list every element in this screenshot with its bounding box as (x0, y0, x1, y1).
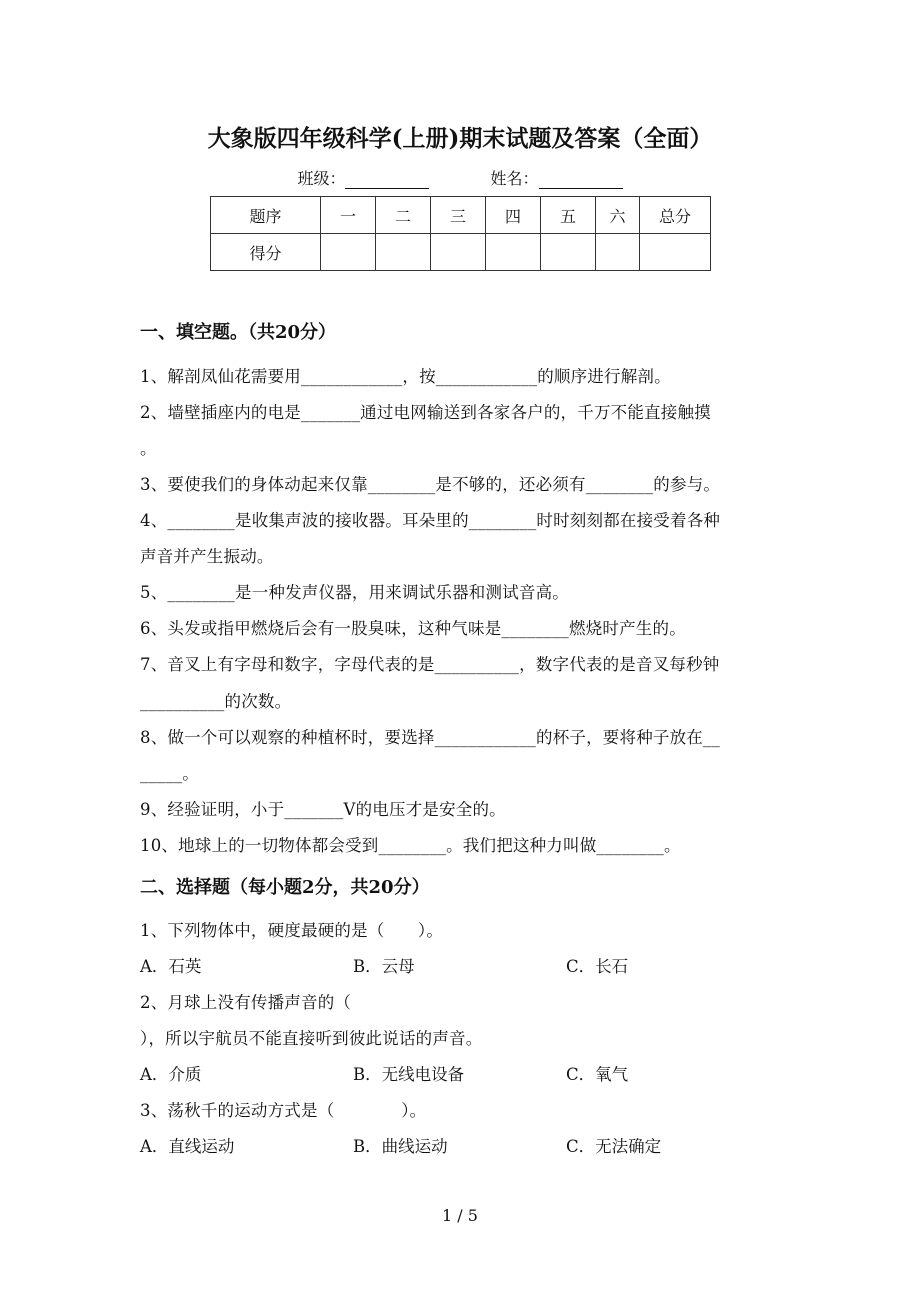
score-table-header (211, 197, 711, 234)
name-blank[interactable] (539, 170, 623, 189)
option-c[interactable]: C．氧气 (566, 1065, 629, 1084)
section-heading-multiple-choice: 二、选择题（每小题2分，共20分） (140, 877, 430, 898)
question-line: 。 (140, 439, 157, 458)
score-cell[interactable] (640, 234, 711, 271)
header-cell: 题序 (211, 197, 321, 234)
option-c[interactable]: C．无法确定 (566, 1137, 662, 1156)
document-title: 大象版四年级科学(上册)期末试题及答案（全面） (207, 125, 713, 152)
question-line: _____。 (140, 764, 199, 783)
header-cell: 二 (376, 197, 431, 234)
row-label: 得分 (211, 234, 321, 271)
question-line: 10、地球上的一切物体都会受到________。我们把这种力叫做________。 (140, 836, 681, 855)
class-label: 班级： (297, 169, 346, 188)
question-line: 9、经验证明，小于_______V的电压才是安全的。 (140, 800, 506, 819)
question-line: 8、做一个可以观察的种植杯时，要选择____________的杯子，要将种子放在__ (140, 728, 720, 747)
option-b[interactable]: B．无线电设备 (353, 1065, 465, 1084)
option-a[interactable]: A．石英 (140, 957, 202, 976)
option-c[interactable]: C．长石 (566, 957, 629, 976)
option-b[interactable]: B．曲线运动 (353, 1137, 448, 1156)
score-table-row (211, 234, 711, 271)
score-cell[interactable] (431, 234, 486, 271)
header-cell: 五 (541, 197, 596, 234)
question-line: 声音并产生振动。 (140, 547, 274, 566)
question-line: 6、头发或指甲燃烧后会有一股臭味，这种气味是________燃烧时产生的。 (140, 619, 686, 638)
score-cell[interactable] (376, 234, 431, 271)
page-number: 1 / 5 (442, 1206, 478, 1225)
question-line: 3、荡秋千的运动方式是（ ）。 (140, 1101, 427, 1120)
question-line: 7、音叉上有字母和数字，字母代表的是__________，数字代表的是音叉每秒钟 (140, 655, 720, 674)
score-table (210, 196, 711, 271)
question-line: 2、墙壁插座内的电是_______通过电网输送到各家各户的，千万不能直接触摸 (140, 403, 711, 422)
question-line: 5、________是一种发声仪器，用来调试乐器和测试音高。 (140, 583, 569, 602)
question-line: ），所以宇航员不能直接听到彼此说话的声音。 (140, 1029, 483, 1048)
question-line: 1、解剖凤仙花需要用____________，按____________的顺序进行解剖。 (140, 367, 671, 386)
name-label: 姓名： (490, 169, 539, 188)
question-line: 1、下列物体中，硬度最硬的是（ ）。 (140, 921, 444, 940)
header-cell: 一 (321, 197, 376, 234)
header-cell: 三 (431, 197, 486, 234)
question-line: 3、要使我们的身体动起来仅靠________是不够的，还必须有________的参与。 (140, 475, 721, 494)
header-cell: 四 (486, 197, 541, 234)
student-info (0, 166, 920, 189)
question-line: 4、________是收集声波的接收器。耳朵里的________时时刻刻都在接受着各种 (140, 511, 721, 530)
score-cell[interactable] (541, 234, 596, 271)
score-cell[interactable] (486, 234, 541, 271)
header-cell: 总分 (640, 197, 711, 234)
option-b[interactable]: B．云母 (353, 957, 415, 976)
score-cell[interactable] (321, 234, 376, 271)
option-a[interactable]: A．介质 (140, 1065, 202, 1084)
score-cell[interactable] (596, 234, 640, 271)
option-a[interactable]: A．直线运动 (140, 1137, 235, 1156)
question-line: __________的次数。 (140, 692, 292, 711)
question-line: 2、月球上没有传播声音的（ (140, 993, 352, 1012)
header-cell: 六 (596, 197, 640, 234)
class-blank[interactable] (345, 170, 429, 189)
section-heading-fill-blank: 一、填空题。（共20分） (140, 322, 337, 343)
